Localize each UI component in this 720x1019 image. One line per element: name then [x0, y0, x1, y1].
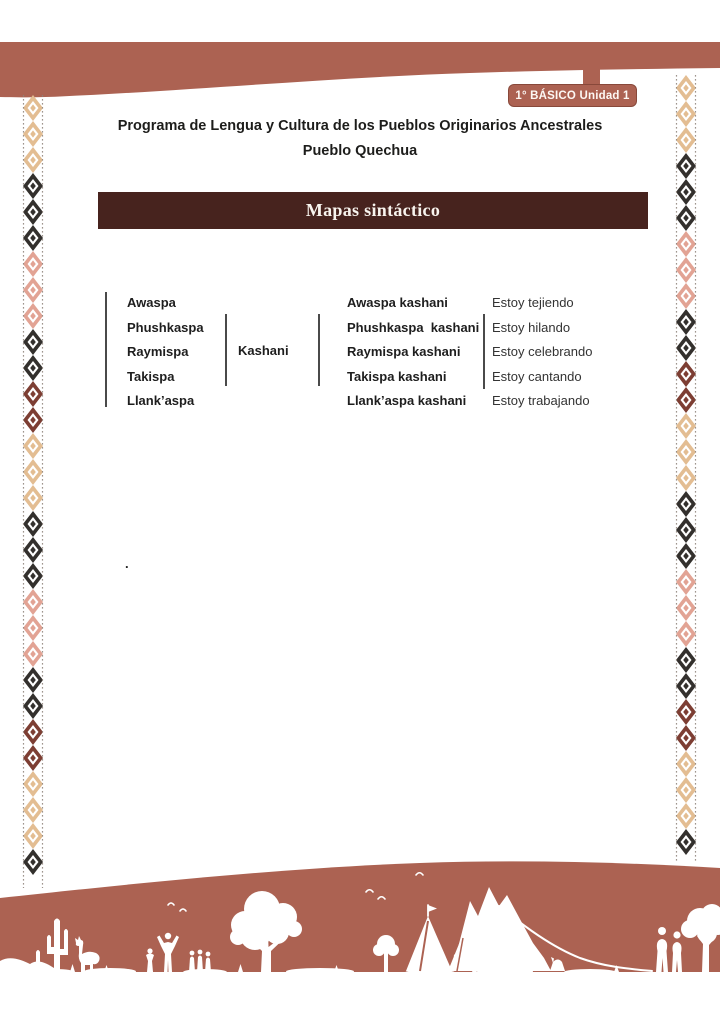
map-divider-3	[318, 314, 320, 386]
gerund-column	[127, 291, 204, 414]
unit-badge	[508, 84, 637, 107]
translation-item: Estoy celebrando	[492, 344, 593, 360]
map-divider-4	[483, 314, 485, 389]
combined-item: Raymispa kashani	[347, 344, 461, 360]
section-banner	[98, 192, 648, 229]
textile-border-right-icon	[675, 75, 697, 863]
gerund-item: Awaspa	[127, 295, 176, 310]
program-title-line2: Pueblo Quechua	[302, 143, 418, 159]
translation-item: Estoy cantando	[492, 368, 582, 384]
combined-column	[347, 291, 479, 414]
program-title-line1: Programa de Lengua y Cultura de los Pueblos Originarios Ancestrales	[117, 118, 603, 134]
gerund-item: Phushkaspa	[127, 319, 204, 335]
stray-period: .	[125, 556, 129, 571]
gerund-item: Takispa	[127, 368, 175, 384]
section-banner-title: Mapas sintáctico	[305, 200, 441, 220]
gerund-item: Llank’aspa	[127, 393, 195, 409]
translation-item: Estoy trabajando	[492, 393, 590, 409]
translation-column	[492, 291, 592, 414]
auxiliary-verb: Kashani	[238, 343, 289, 358]
translation-item: Estoy hilando	[492, 319, 571, 335]
translation-item: Estoy tejiendo	[492, 295, 574, 310]
map-divider-1	[105, 292, 107, 407]
combined-item: Llank’aspa kashani	[347, 393, 467, 409]
map-divider-2	[225, 314, 227, 386]
combined-item: Phushkaspa kashani	[347, 319, 480, 335]
textile-border-left-icon	[22, 95, 44, 888]
combined-item: Takispa kashani	[347, 368, 447, 384]
unit-badge-label: 1° BÁSICO Unidad 1	[515, 89, 630, 102]
combined-item: Awaspa kashani	[347, 295, 448, 310]
andean-landscape-illustration	[0, 859, 720, 1019]
gerund-item: Raymispa	[127, 344, 189, 360]
program-title	[40, 114, 680, 164]
